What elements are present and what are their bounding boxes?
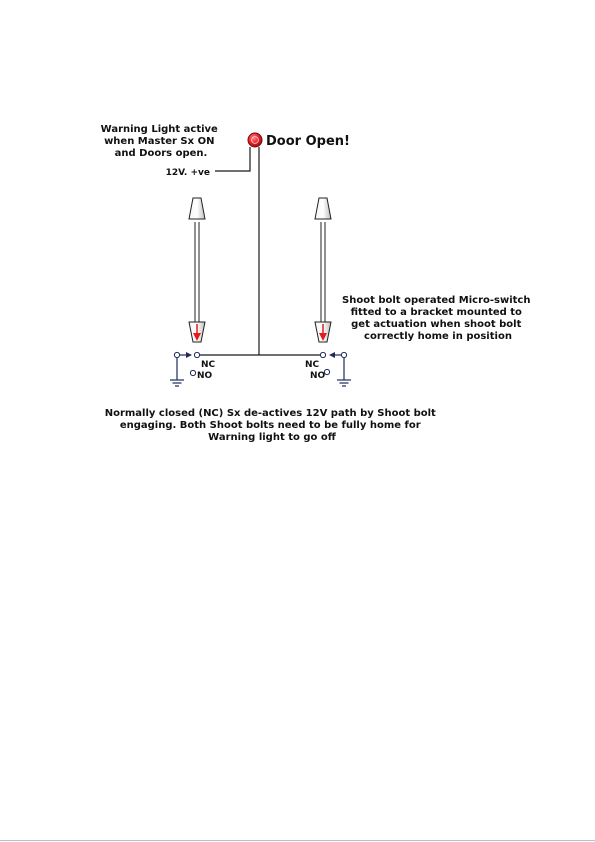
ground-icon: [337, 380, 351, 386]
caption: Normally closed (NC) Sx de-actives 12V path by Shoot bolt engaging. Both Shoot bolts need to be fully home for Warning light to go off: [104, 408, 436, 443]
warning-lamp-icon: [248, 133, 262, 147]
right-nc-label: NC: [305, 360, 320, 370]
supply-label: 12V. +ve: [165, 168, 210, 178]
left-nc-label: NC: [201, 360, 216, 370]
left-no-label: NO: [197, 371, 213, 381]
ground-icon: [170, 380, 184, 386]
supply-wire: [215, 147, 250, 171]
warning-note: Warning Light active when Master Sx ON and Doors open.: [100, 124, 218, 159]
shoot-bolt-icon: [189, 198, 205, 342]
left-micro-switch: [170, 352, 200, 386]
right-no-label: NO: [310, 371, 326, 381]
shoot-bolt-icon: [315, 198, 331, 342]
lamp-label: Door Open!: [266, 134, 350, 149]
microswitch-note: Shoot bolt operated Micro-switch fitted to a bracket mounted to get actuation when shoot bolt correctly home in position: [342, 295, 531, 342]
